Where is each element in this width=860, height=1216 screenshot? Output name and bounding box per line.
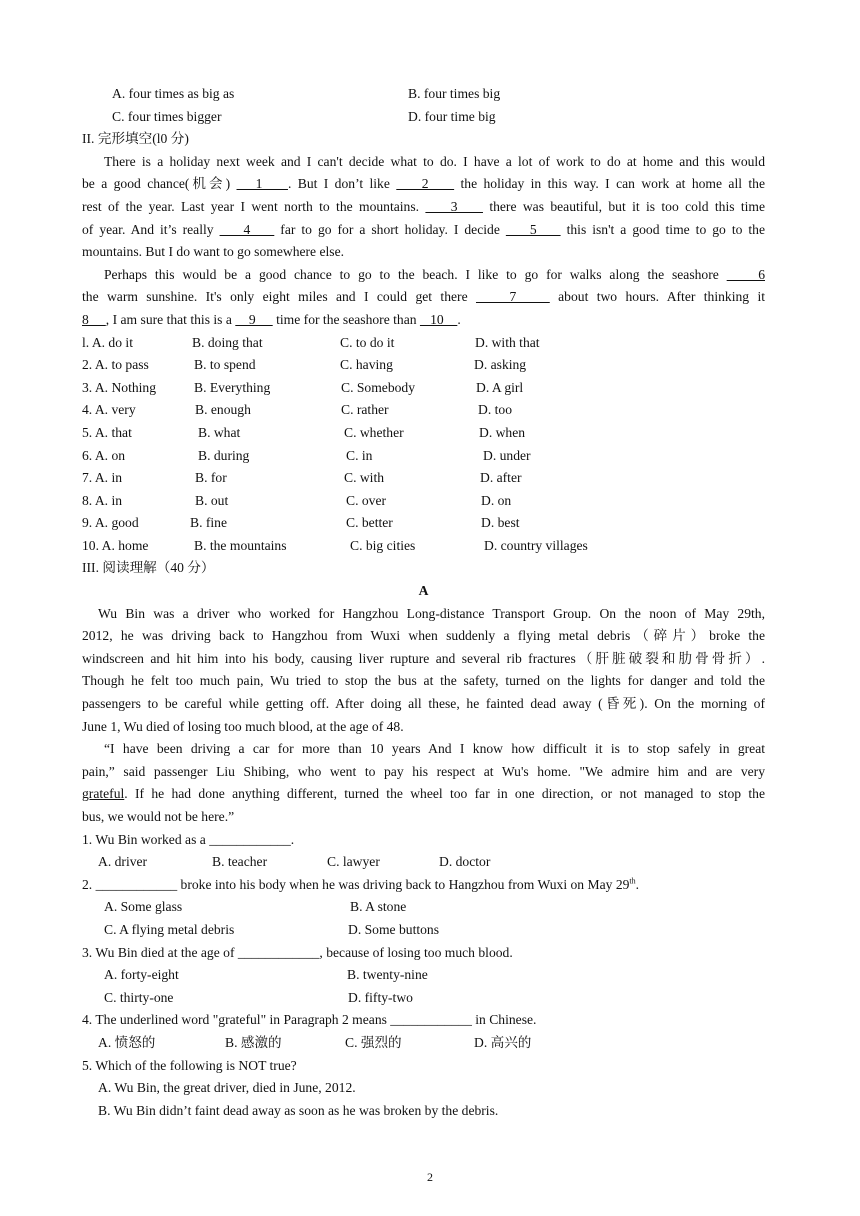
question-4: 4. The underlined word "grateful" in Paragraph 2 means ____________ in Chinese. xyxy=(82,1012,537,1028)
prev-options-row-2 xyxy=(82,106,765,129)
question-1: 1. Wu Bin worked as a ____________. xyxy=(82,831,295,847)
question-2-options: A. Some glass B. A stone xyxy=(104,899,407,915)
passage-line: bus, we would not be here.” xyxy=(82,809,235,824)
blank-4: 4 xyxy=(219,221,275,237)
cloze-p1-line: rest of the year. Last year I went north to the mountains. 3 there was beautiful, but it is too cold this time xyxy=(82,198,765,214)
option-d: D. four time big xyxy=(408,108,496,124)
question-5: 5. Which of the following is NOT true? xyxy=(82,1057,297,1073)
blank-5: 5 xyxy=(505,221,561,237)
cloze-p2-line: Perhaps this would be a good chance to go to the beach. I like to go for walks along the seashore 6 xyxy=(104,266,765,282)
cloze-option-row: 7. A. in B. for C. with D. after xyxy=(82,470,522,486)
question-3-options: A. forty-eight B. twenty-nine xyxy=(104,967,428,983)
cloze-option-row: 2. A. to pass B. to spend C. having D. asking xyxy=(82,357,527,373)
blank-10: 10 xyxy=(419,311,458,327)
section-heading-cloze: II. 完形填空(l0 分) xyxy=(82,131,189,147)
passage-line: Though he felt too much pain, Wu tried to stop the bus at the safety, turned on the lights for danger and told the xyxy=(82,673,765,689)
question-3-options: C. thirty-one D. fifty-two xyxy=(104,989,413,1005)
blank-2: 2 xyxy=(396,176,455,192)
passage-line: June 1, Wu died of losing too much blood, at the age of 48. xyxy=(82,718,404,734)
question-5-option-b: B. Wu Bin didn’t faint dead away as soon as he was broken by the debris. xyxy=(98,1102,499,1118)
passage-line: windscreen and hit him into his body, causing liver rupture and several rib fractures（肝脏破裂和肋骨骨折）. xyxy=(82,650,765,666)
question-2-options: C. A flying metal debris D. Some buttons xyxy=(104,921,440,937)
question-2: 2. ____________ broke into his body when he was driving back to Hangzhou from Wuxi on May 29th. xyxy=(82,876,640,892)
cloze-option-row: 6. A. on B. during C. in D. under xyxy=(82,447,531,463)
cloze-option-row: 5. A. that B. what C. whether D. when xyxy=(82,424,526,440)
question-1-options: A. driver B. teacher C. lawyer D. doctor xyxy=(98,854,491,870)
cloze-option-row: 3. A. Nothing B. Everything C. Somebody D. A girl xyxy=(82,379,524,395)
blank-9: 9 xyxy=(235,311,273,327)
cloze-p1-line: of year. And it’s really 4 far to go for a short holiday. I decide 5 this isn't a good time to go to the xyxy=(82,221,765,237)
cloze-p2-line: the warm sunshine. It's only eight miles and I could get there 7 about two hours. After thinking it xyxy=(82,289,765,305)
blank-3: 3 xyxy=(425,198,483,214)
passage-line: “I have been driving a car for more than 10 years And I know how difficult it is to stop safely in great xyxy=(104,741,765,757)
question-4-options: A. 愤怒的 B. 感激的 C. 强烈的 D. 高兴的 xyxy=(98,1034,532,1050)
cloze-option-row: 4. A. very B. enough C. rather D. too xyxy=(82,402,512,418)
passage-line: pain,” said passenger Liu Shibing, who went to pay his respect at Wu's home. "We admire him and are very xyxy=(82,763,765,779)
blank-1: 1 xyxy=(236,176,288,192)
cloze-p1-line: mountains. But I do want to go somewhere else. xyxy=(82,244,345,260)
section-heading-reading: III. 阅读理解（40 分） xyxy=(82,560,215,576)
passage-title: A xyxy=(418,583,429,599)
cloze-option-row: 10. A. home B. the mountains C. big cities D. country villages xyxy=(82,537,588,553)
passage-line: grateful. If he had done anything different, turned the wheel too far in one direction, or not managed to stop the xyxy=(82,786,765,802)
question-3: 3. Wu Bin died at the age of ____________, because of losing too much blood. xyxy=(82,944,513,960)
blank-7: 7 xyxy=(475,289,550,305)
option-a: A. four times as big as xyxy=(112,86,235,101)
blank-8: 8 xyxy=(82,311,106,327)
option-b: B. four times big xyxy=(408,86,501,101)
blank-6: 6 xyxy=(726,266,765,282)
cloze-p1-line: be a good chance(机会) 1 . But I don’t like 2 the holiday in this way. I can work at home all the xyxy=(82,176,765,192)
underlined-word: grateful xyxy=(82,786,125,802)
option-c: C. four times bigger xyxy=(112,108,222,124)
cloze-option-row: l. A. do it B. doing that C. to do it D. with that xyxy=(82,334,540,350)
passage-line: Wu Bin was a driver who worked for Hangzhou Long-distance Transport Group. On the noon of May 29th, xyxy=(98,605,765,621)
cloze-option-row: 8. A. in B. out C. over D. on xyxy=(82,492,512,508)
page-number: 2 xyxy=(427,1170,433,1184)
cloze-p2-line: 8 , I am sure that this is a 9 time for the seashore than 10 . xyxy=(82,311,461,327)
cloze-option-row: 9. A. good B. fine C. better D. best xyxy=(82,515,520,531)
exam-page xyxy=(82,83,765,1122)
prev-options-row-1 xyxy=(82,83,765,106)
passage-line: 2012, he was driving back to Hangzhou from Wuxi when suddenly a flying metal debris（碎片）broke the xyxy=(82,628,765,644)
question-5-option-a: A. Wu Bin, the great driver, died in June, 2012. xyxy=(98,1080,356,1096)
passage-line: passengers to be careful while getting off. After doing all these, he fainted dead away (昏死). On the morning of xyxy=(82,696,765,712)
cloze-p1-line: There is a holiday next week and I can't decide what to do. I have a lot of work to do at home and this would xyxy=(104,153,765,169)
